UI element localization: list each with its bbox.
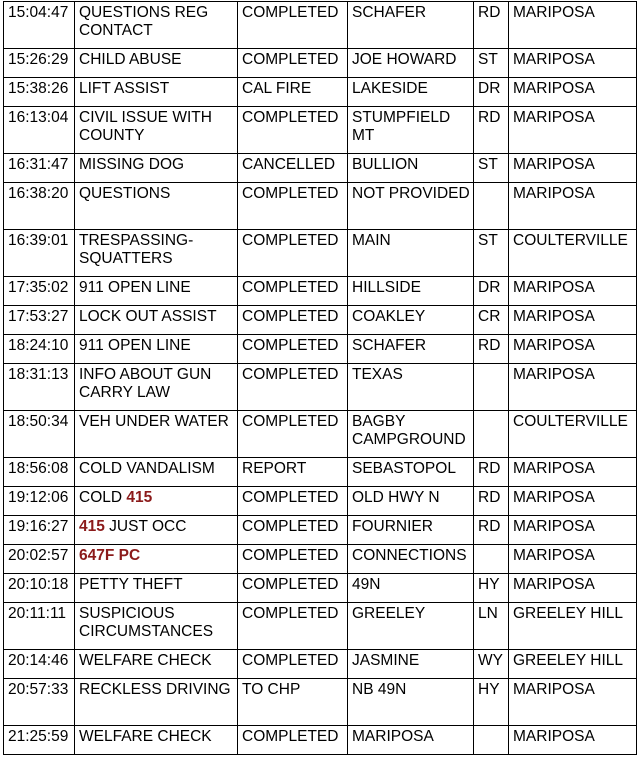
time-cell: 18:50:34	[4, 411, 75, 458]
street-cell: BULLION	[348, 154, 474, 183]
street-suffix-cell	[474, 726, 509, 755]
call-type-cell	[75, 545, 238, 574]
table-row	[4, 545, 637, 574]
city-cell: MARIPOSA	[509, 458, 637, 487]
street-suffix-cell: RD	[474, 2, 509, 49]
street-cell: TEXAS	[348, 364, 474, 411]
call-type-cell: RECKLESS DRIVING	[75, 679, 238, 726]
call-type-cell: LIFT ASSIST	[75, 78, 238, 107]
status-cell: COMPLETED	[238, 516, 348, 545]
time-cell: 17:53:27	[4, 306, 75, 335]
street-suffix-cell	[474, 411, 509, 458]
city-cell: MARIPOSA	[509, 78, 637, 107]
city-cell: COULTERVILLE	[509, 230, 637, 277]
table-row	[4, 726, 637, 755]
table-row	[4, 154, 637, 183]
penal-code-highlight: 647F PC	[79, 547, 141, 564]
status-cell: CAL FIRE	[238, 78, 348, 107]
street-cell: GREELEY	[348, 603, 474, 650]
time-cell: 18:56:08	[4, 458, 75, 487]
city-cell: MARIPOSA	[509, 679, 637, 726]
status-cell: COMPLETED	[238, 545, 348, 574]
city-cell: GREELEY HILL	[509, 650, 637, 679]
table-row	[4, 78, 637, 107]
time-cell: 20:02:57	[4, 545, 75, 574]
street-cell: SCHAFER	[348, 2, 474, 49]
call-type-cell: VEH UNDER WATER	[75, 411, 238, 458]
street-suffix-cell: WY	[474, 650, 509, 679]
status-cell: COMPLETED	[238, 277, 348, 306]
call-type-cell: QUESTIONS	[75, 183, 238, 230]
city-cell: MARIPOSA	[509, 154, 637, 183]
street-cell: FOURNIER	[348, 516, 474, 545]
city-cell: MARIPOSA	[509, 487, 637, 516]
status-cell: COMPLETED	[238, 574, 348, 603]
table-row	[4, 603, 637, 650]
street-cell: HILLSIDE	[348, 277, 474, 306]
street-cell: JASMINE	[348, 650, 474, 679]
street-cell: NOT PROVIDED	[348, 183, 474, 230]
time-cell: 19:12:06	[4, 487, 75, 516]
status-cell: COMPLETED	[238, 726, 348, 755]
call-type-text: JUST OCC	[104, 518, 187, 535]
call-type-cell: INFO ABOUT GUN CARRY LAW	[75, 364, 238, 411]
penal-code-highlight: 415	[126, 489, 153, 506]
street-suffix-cell: CR	[474, 306, 509, 335]
street-suffix-cell: RD	[474, 487, 509, 516]
time-cell: 20:10:18	[4, 574, 75, 603]
street-suffix-cell: RD	[474, 107, 509, 154]
call-type-cell: PETTY THEFT	[75, 574, 238, 603]
city-cell: GREELEY HILL	[509, 603, 637, 650]
city-cell: MARIPOSA	[509, 183, 637, 230]
city-cell: MARIPOSA	[509, 335, 637, 364]
time-cell: 15:26:29	[4, 49, 75, 78]
table-row	[4, 335, 637, 364]
call-type-cell: 911 OPEN LINE	[75, 335, 238, 364]
call-type-cell: QUESTIONS REG CONTACT	[75, 2, 238, 49]
table-row	[4, 411, 637, 458]
status-cell: COMPLETED	[238, 411, 348, 458]
time-cell: 15:04:47	[4, 2, 75, 49]
call-type-cell: SUSPICIOUS CIRCUMSTANCES	[75, 603, 238, 650]
city-cell: MARIPOSA	[509, 107, 637, 154]
status-cell: TO CHP	[238, 679, 348, 726]
street-cell: 49N	[348, 574, 474, 603]
city-cell: MARIPOSA	[509, 726, 637, 755]
table-row	[4, 650, 637, 679]
status-cell: REPORT	[238, 458, 348, 487]
table-row	[4, 574, 637, 603]
table-row	[4, 230, 637, 277]
call-type-cell: 911 OPEN LINE	[75, 277, 238, 306]
street-suffix-cell: ST	[474, 230, 509, 277]
street-cell: SCHAFER	[348, 335, 474, 364]
call-type-cell	[75, 487, 238, 516]
table-row	[4, 277, 637, 306]
call-type-cell: LOCK OUT ASSIST	[75, 306, 238, 335]
call-type-cell: COLD VANDALISM	[75, 458, 238, 487]
status-cell: COMPLETED	[238, 2, 348, 49]
time-cell: 20:14:46	[4, 650, 75, 679]
time-cell: 21:25:59	[4, 726, 75, 755]
street-cell: BAGBY CAMPGROUND	[348, 411, 474, 458]
time-cell: 16:31:47	[4, 154, 75, 183]
status-cell: COMPLETED	[238, 107, 348, 154]
time-cell: 16:38:20	[4, 183, 75, 230]
call-type-cell: MISSING DOG	[75, 154, 238, 183]
time-cell: 19:16:27	[4, 516, 75, 545]
incident-log-table	[3, 1, 637, 755]
call-type-cell: TRESPASSING-SQUATTERS	[75, 230, 238, 277]
time-cell: 16:13:04	[4, 107, 75, 154]
table-row	[4, 487, 637, 516]
city-cell: MARIPOSA	[509, 49, 637, 78]
street-suffix-cell: ST	[474, 154, 509, 183]
incident-log-rows	[4, 2, 637, 755]
street-suffix-cell: HY	[474, 679, 509, 726]
street-suffix-cell	[474, 183, 509, 230]
status-cell: CANCELLED	[238, 154, 348, 183]
status-cell: COMPLETED	[238, 183, 348, 230]
penal-code-highlight: 415	[79, 518, 105, 535]
call-type-text: COLD	[79, 489, 127, 506]
street-cell: SEBASTOPOL	[348, 458, 474, 487]
status-cell: COMPLETED	[238, 603, 348, 650]
table-row	[4, 679, 637, 726]
call-type-cell	[75, 516, 238, 545]
table-row	[4, 516, 637, 545]
table-row	[4, 107, 637, 154]
table-row	[4, 2, 637, 49]
time-cell: 18:31:13	[4, 364, 75, 411]
call-type-cell: CIVIL ISSUE WITH COUNTY	[75, 107, 238, 154]
city-cell: MARIPOSA	[509, 306, 637, 335]
call-type-cell: CHILD ABUSE	[75, 49, 238, 78]
table-row	[4, 49, 637, 78]
street-suffix-cell	[474, 364, 509, 411]
city-cell: COULTERVILLE	[509, 411, 637, 458]
street-suffix-cell: RD	[474, 516, 509, 545]
street-suffix-cell: DR	[474, 277, 509, 306]
city-cell: MARIPOSA	[509, 364, 637, 411]
table-row	[4, 364, 637, 411]
status-cell: COMPLETED	[238, 49, 348, 78]
city-cell: MARIPOSA	[509, 2, 637, 49]
call-type-cell: WELFARE CHECK	[75, 726, 238, 755]
status-cell: COMPLETED	[238, 306, 348, 335]
street-cell: NB 49N	[348, 679, 474, 726]
street-cell: COAKLEY	[348, 306, 474, 335]
call-type-cell: WELFARE CHECK	[75, 650, 238, 679]
street-cell: JOE HOWARD	[348, 49, 474, 78]
status-cell: COMPLETED	[238, 364, 348, 411]
street-suffix-cell: DR	[474, 78, 509, 107]
status-cell: COMPLETED	[238, 230, 348, 277]
street-suffix-cell	[474, 545, 509, 574]
time-cell: 20:57:33	[4, 679, 75, 726]
city-cell: MARIPOSA	[509, 545, 637, 574]
street-suffix-cell: RD	[474, 458, 509, 487]
table-row	[4, 458, 637, 487]
street-suffix-cell: RD	[474, 335, 509, 364]
street-cell: MAIN	[348, 230, 474, 277]
street-suffix-cell: ST	[474, 49, 509, 78]
time-cell: 16:39:01	[4, 230, 75, 277]
status-cell: COMPLETED	[238, 487, 348, 516]
city-cell: MARIPOSA	[509, 277, 637, 306]
street-cell: LAKESIDE	[348, 78, 474, 107]
street-suffix-cell: HY	[474, 574, 509, 603]
city-cell: MARIPOSA	[509, 574, 637, 603]
table-row	[4, 183, 637, 230]
street-suffix-cell: LN	[474, 603, 509, 650]
street-cell: MARIPOSA	[348, 726, 474, 755]
city-cell: MARIPOSA	[509, 516, 637, 545]
table-row	[4, 306, 637, 335]
time-cell: 17:35:02	[4, 277, 75, 306]
status-cell: COMPLETED	[238, 650, 348, 679]
time-cell: 20:11:11	[4, 603, 75, 650]
time-cell: 15:38:26	[4, 78, 75, 107]
time-cell: 18:24:10	[4, 335, 75, 364]
street-cell: OLD HWY N	[348, 487, 474, 516]
street-cell: STUMPFIELD MT	[348, 107, 474, 154]
street-cell: CONNECTIONS	[348, 545, 474, 574]
status-cell: COMPLETED	[238, 335, 348, 364]
